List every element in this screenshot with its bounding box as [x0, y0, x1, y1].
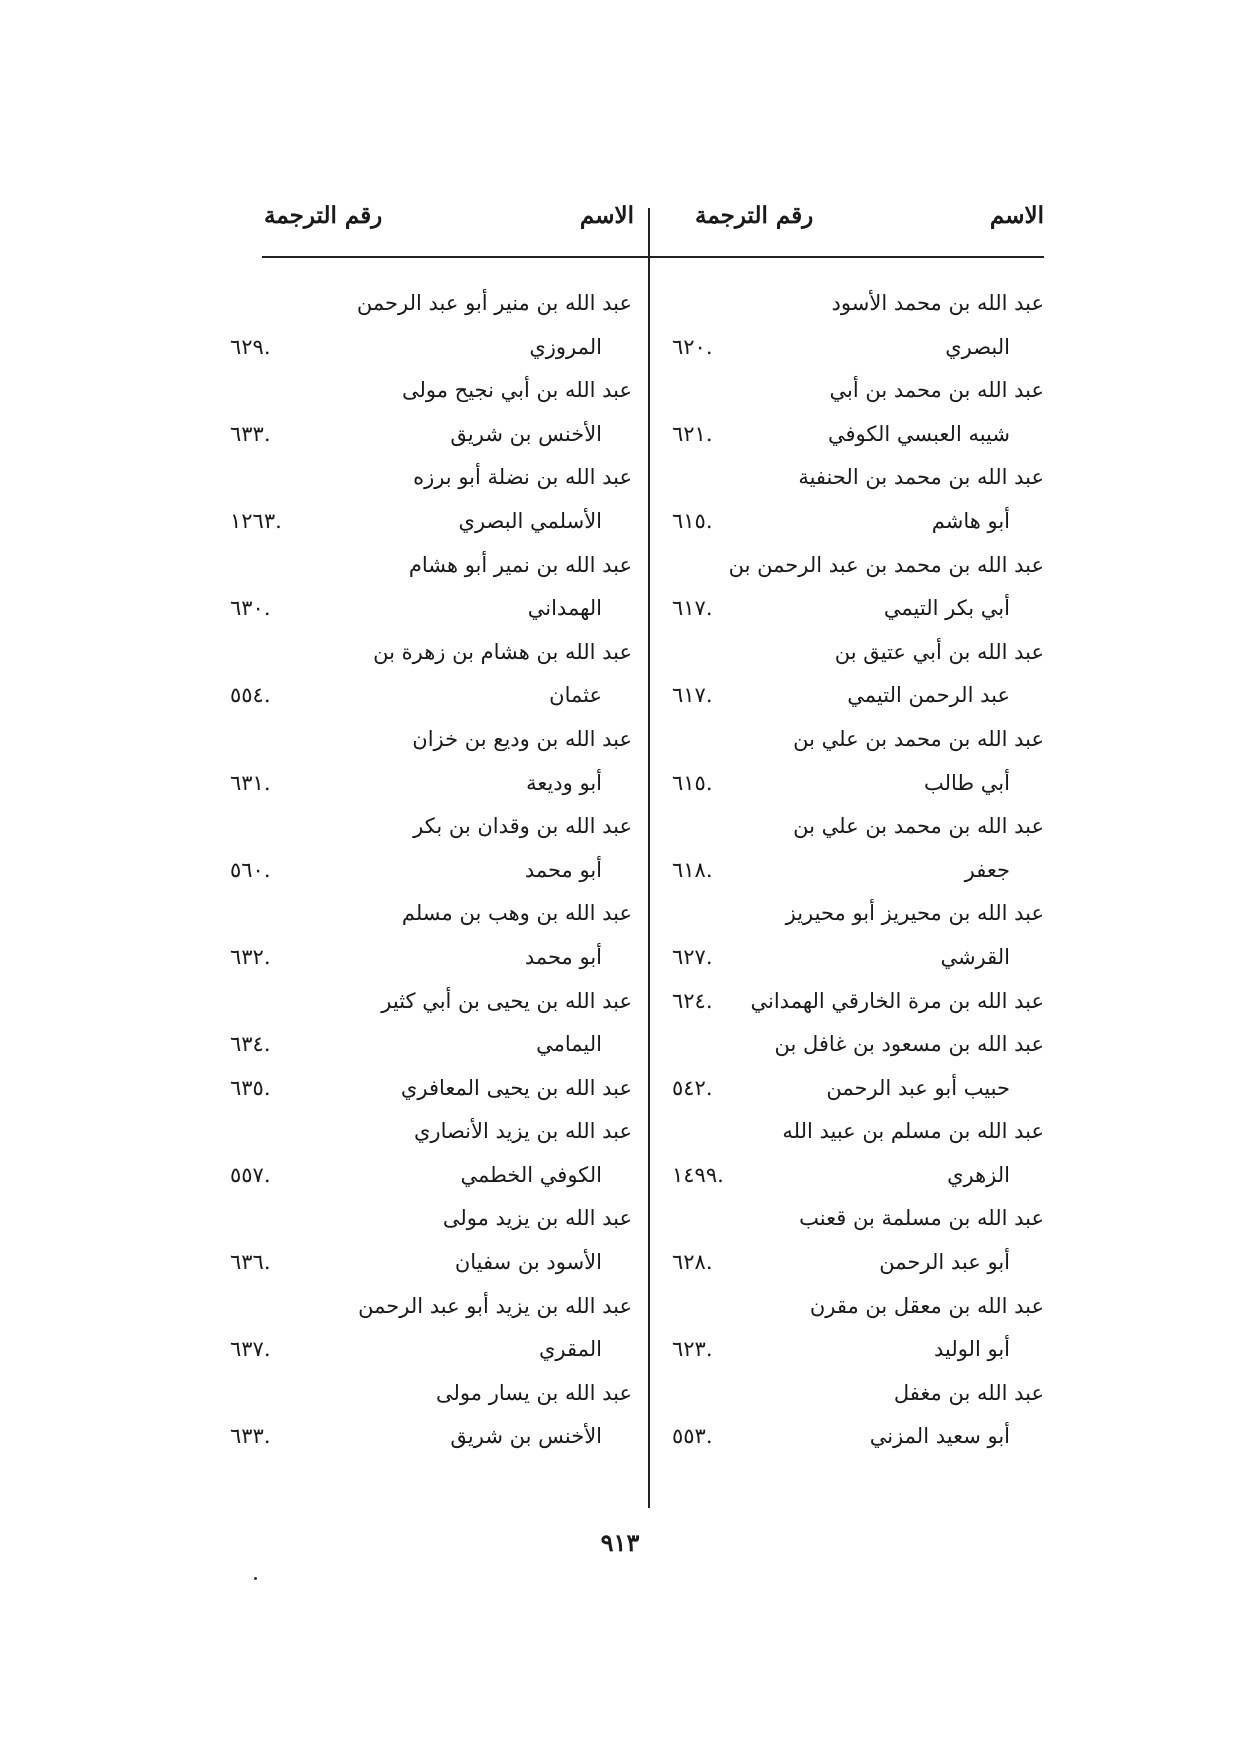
entry-name: عبد الله بن يزيد مولى	[442, 1206, 632, 1231]
column-divider	[648, 208, 650, 1508]
index-entry-line	[230, 1154, 632, 1198]
entry-number: ٦٢١.	[672, 421, 713, 446]
entry-number: ٦٣٢.	[230, 944, 271, 969]
entry-name: أبو وديعة	[526, 770, 602, 795]
right-column	[664, 282, 1044, 1459]
index-entry-line	[664, 500, 1044, 544]
index-entry-line	[664, 1067, 1044, 1111]
index-entry-line	[664, 326, 1044, 370]
page-number: ٩١٣	[600, 1528, 640, 1557]
entry-name: عبد الله بن وقدان بن بكر	[413, 814, 632, 839]
index-entry-line	[664, 1154, 1044, 1198]
index-entry-line	[230, 1023, 632, 1067]
entry-name: عبد الله بن وديع بن خزان	[412, 726, 632, 751]
index-entry-line	[664, 805, 1044, 849]
index-entry-line	[230, 326, 632, 370]
index-entry-line	[664, 1110, 1044, 1154]
left-column	[230, 282, 632, 1459]
index-entry-line	[230, 587, 632, 631]
entry-number: ٦٣٤.	[230, 1032, 271, 1057]
entry-name: أبو هاشم	[931, 508, 1010, 533]
entry-name: عبد الله بن يزيد الأنصاري	[413, 1119, 632, 1144]
entry-number: ٥٥٤.	[230, 683, 271, 708]
index-entry-line	[664, 1415, 1044, 1459]
entry-name: عبد الله بن محمد الأسود	[831, 291, 1044, 315]
entry-name: عبد الله بن مغفل	[893, 1380, 1044, 1405]
index-entry-line	[664, 1285, 1044, 1329]
entry-name: عبد الله بن يحيى المعافري	[400, 1075, 632, 1100]
index-entry-line	[664, 1241, 1044, 1285]
index-entry-line	[230, 500, 632, 544]
index-entry-line	[664, 936, 1044, 980]
entry-name: عبد الله بن مسعود بن غافل بن	[774, 1032, 1044, 1057]
entry-name: عبد الله بن وهب بن مسلم	[401, 901, 632, 926]
index-entry-line	[262, 282, 632, 326]
index-entry-line	[664, 369, 1044, 413]
entry-number: ٦٢٩.	[230, 334, 271, 359]
index-entry-line	[664, 849, 1044, 893]
index-entry-line	[664, 1197, 1044, 1241]
index-entry-line	[230, 849, 632, 893]
entry-name: اليمامي	[536, 1032, 602, 1057]
entry-name: عبد الله بن هشام بن زهرة بن	[373, 639, 632, 664]
entry-number: ٦١٧.	[672, 596, 713, 621]
entry-name: القرشي	[940, 944, 1010, 969]
index-entry-line	[230, 674, 632, 718]
entry-name: أبو عبد الرحمن	[879, 1250, 1010, 1275]
index-entry-line	[664, 456, 1044, 500]
entry-name: حبيب أبو عبد الرحمن	[826, 1075, 1010, 1100]
entry-name: أبو محمد	[524, 944, 602, 969]
entry-name: الأسلمي البصري	[458, 508, 602, 533]
index-entry-line	[664, 892, 1044, 936]
index-entry-line	[230, 1241, 632, 1285]
entry-number: ١٤٩٩.	[672, 1162, 724, 1187]
index-entry-line	[664, 762, 1044, 806]
entry-number: ٥٤٢.	[672, 1075, 713, 1100]
entry-name: الأسود بن سفيان	[454, 1250, 602, 1275]
index-entry-line	[664, 282, 1044, 326]
column-headers	[262, 198, 1044, 248]
entry-name: أبي بكر التيمي	[883, 596, 1010, 621]
entry-name: الكوفي الخطمي	[460, 1162, 602, 1187]
entry-name: شيبه العبسي الكوفي	[827, 421, 1010, 446]
index-entry-line	[262, 456, 632, 500]
index-entry-line	[230, 936, 632, 980]
entry-name: عبد الله بن أبي عتيق بن	[834, 639, 1044, 664]
index-entry-line	[230, 1067, 632, 1111]
index-entry-line	[262, 544, 632, 588]
index-entry-line	[664, 1372, 1044, 1416]
entry-name: عبد الله بن مرة الخارقي الهمداني	[750, 988, 1044, 1013]
left-column-header	[262, 198, 653, 248]
entry-number: ٦١٥.	[672, 508, 713, 533]
entry-name: المروزي	[529, 334, 602, 359]
entry-name: عبد الله بن أبي نجيح مولى	[401, 378, 632, 403]
index-entry-line	[262, 980, 632, 1024]
entry-number: ٥٥٧.	[230, 1162, 271, 1187]
entry-name: عبد الله بن منير أبو عبد الرحمن	[356, 291, 632, 315]
index-entry-line	[664, 544, 1044, 588]
index-entry-line	[664, 1023, 1044, 1067]
index-entry-line	[230, 413, 632, 457]
entry-name: الأخنس بن شريق	[450, 1424, 602, 1449]
entry-name: أبو الوليد	[933, 1337, 1010, 1362]
entry-name: جعفر	[964, 857, 1010, 882]
entry-number: ٦١٧.	[672, 683, 713, 708]
entry-name: أبي طالب	[924, 770, 1010, 795]
index-entry-line	[664, 413, 1044, 457]
entry-number: ٦٢٠.	[672, 334, 713, 359]
entry-number: ٦١٥.	[672, 770, 713, 795]
index-entry-line	[664, 718, 1044, 762]
entry-number: ٦٢٣.	[672, 1337, 713, 1362]
entry-name: عبد الله بن محمد بن الحنفية	[798, 465, 1044, 490]
entry-name: عبد الله بن مسلمة بن قعنب	[799, 1206, 1044, 1231]
entry-number: ٦٣١.	[230, 770, 271, 795]
entry-name: أبو سعيد المزني	[869, 1424, 1010, 1449]
index-entry-line	[230, 1415, 632, 1459]
header-name: الاسم	[989, 202, 1044, 229]
entry-name: أبو محمد	[524, 857, 602, 882]
header-number: رقم الترجمة	[695, 202, 814, 229]
index-entry-line	[664, 587, 1044, 631]
entry-name: الأخنس بن شريق	[450, 421, 602, 446]
entry-name: عبد الله بن يزيد أبو عبد الرحمن	[358, 1293, 632, 1318]
entry-number: ٦٣٣.	[230, 1424, 271, 1449]
entry-number: ٦٣٧.	[230, 1337, 271, 1362]
entry-number: ٦٣٥.	[230, 1075, 271, 1100]
index-entry-line	[262, 369, 632, 413]
entry-number: ٦٢٧.	[672, 944, 713, 969]
index-entry-line	[230, 762, 632, 806]
entry-number: ١٢٦٣.	[230, 508, 282, 533]
index-entry-line	[262, 718, 632, 762]
index-entry-line	[262, 805, 632, 849]
entry-number: ٦٣٠.	[230, 596, 271, 621]
entry-name: عبد الله بن معقل بن مقرن	[809, 1293, 1044, 1318]
entry-name: عبد الرحمن التيمي	[847, 683, 1010, 708]
index-entry-line	[664, 674, 1044, 718]
entry-number: ٥٦٠.	[230, 857, 271, 882]
entry-number: ٦١٨.	[672, 857, 713, 882]
entry-name: الزهري	[947, 1162, 1010, 1187]
entry-name: عبد الله بن محمد بن علي بن	[793, 814, 1044, 839]
entry-number: ٦٢٤.	[672, 988, 713, 1013]
header-number: رقم الترجمة	[264, 202, 383, 229]
index-entry-line	[262, 1197, 632, 1241]
entry-number: ٦٣٦.	[230, 1250, 271, 1275]
header-rule	[262, 256, 1044, 258]
index-entry-line	[262, 631, 632, 675]
index-entry-line	[664, 980, 1044, 1024]
entry-name: عبد الله بن محمد بن علي بن	[793, 726, 1044, 751]
entry-name: عبد الله بن نضلة أبو برزه	[413, 465, 632, 490]
entry-number: ٦٣٣.	[230, 421, 271, 446]
index-page	[230, 198, 1044, 1528]
entry-name: البصري	[945, 334, 1010, 359]
index-entry-line	[664, 631, 1044, 675]
scan-speck	[254, 1577, 257, 1580]
entry-number: ٦٢٨.	[672, 1250, 713, 1275]
entry-name: عبد الله بن محيريز أبو محيريز	[785, 901, 1044, 926]
index-entry-line	[230, 1328, 632, 1372]
index-entry-line	[664, 1328, 1044, 1372]
right-column-header	[653, 198, 1044, 248]
index-entry-line	[262, 892, 632, 936]
entry-name: الهمداني	[527, 596, 602, 621]
entry-name: عبد الله بن محمد بن عبد الرحمن بن	[728, 552, 1044, 577]
entry-name: عثمان	[549, 683, 602, 708]
index-entry-line	[262, 1110, 632, 1154]
entry-name: عبد الله بن يسار مولى	[436, 1380, 632, 1405]
entry-name: عبد الله بن يحيى بن أبي كثير	[381, 988, 632, 1013]
entry-name: المقري	[538, 1337, 602, 1362]
entry-name: عبد الله بن نمير أبو هشام	[408, 552, 632, 577]
index-entry-line	[262, 1372, 632, 1416]
entry-name: عبد الله بن مسلم بن عبيد الله	[782, 1119, 1044, 1144]
entry-name: عبد الله بن محمد بن أبي	[829, 378, 1044, 403]
header-name: الاسم	[579, 202, 634, 229]
entry-number: ٥٥٣.	[672, 1424, 713, 1449]
index-entry-line	[262, 1285, 632, 1329]
